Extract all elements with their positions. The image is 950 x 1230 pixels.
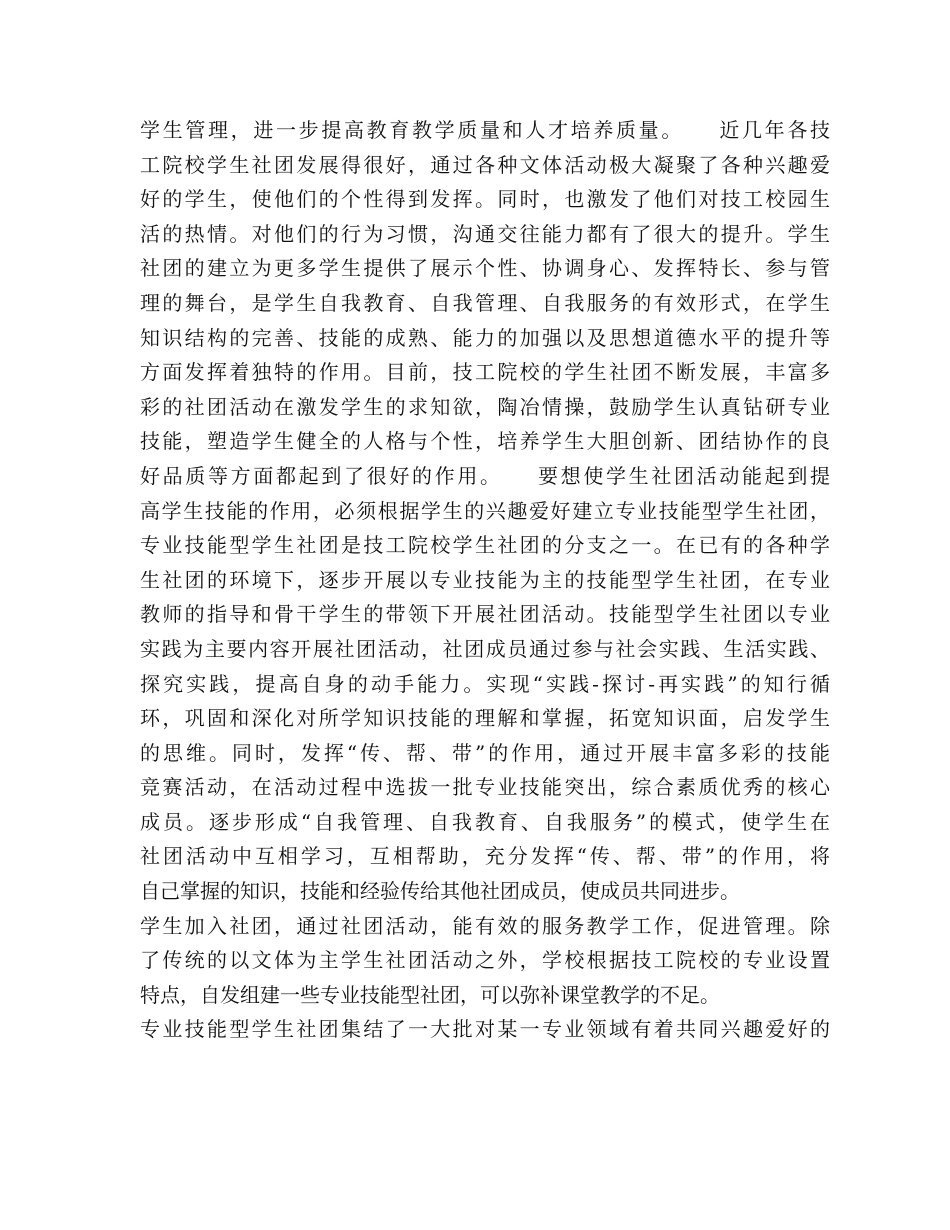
text-line: 好的学生，使他们的个性得到发挥。同时，也激发了他们对技工校园生 [140, 187, 830, 212]
text-line: 竞赛活动，在活动过程中选拔一批专业技能突出，综合素质优秀的核心 [140, 775, 830, 800]
text-line: 环，巩固和深化对所学知识技能的理解和掌握，拓宽知识面，启发学生 [140, 706, 830, 731]
text-line: 学生管理，进一步提高教育教学质量和人才培养质量。 近几年各技 [140, 118, 830, 142]
text-line: 教师的指导和骨干学生的带领下开展社团活动。技能型学生社团以专业 [140, 602, 830, 627]
text-line: 知识结构的完善、技能的成熟、能力的加强以及思想道德水平的提升等 [140, 325, 830, 350]
text-line: 的思维。同时，发挥“传、帮、带”的作用，通过开展丰富多彩的技能 [140, 740, 830, 765]
text-line: 了传统的以文体为主学生社团活动之外，学校根据技工院校的专业设置 [140, 948, 830, 973]
text-line: 专业技能型学生社团集结了一大批对某一专业领域有着共同兴趣爱好的 [140, 1017, 830, 1042]
text-line: 技能，塑造学生健全的人格与个性，培养学生大胆创新、团结协作的良 [140, 429, 830, 454]
body-text [140, 113, 830, 1047]
text-line: 工院校学生社团发展得很好，通过各种文体活动极大凝聚了各种兴趣爱 [140, 152, 830, 177]
text-line: 成员。逐步形成“自我管理、自我教育、自我服务”的模式，使学生在 [140, 809, 830, 834]
text-line: 特点，自发组建一些专业技能型社团，可以弥补课堂教学的不足。 [140, 982, 720, 1007]
text-line: 社团活动中互相学习，互相帮助，充分发挥“传、帮、带”的作用，将 [140, 844, 830, 869]
text-line: 理的舞台，是学生自我教育、自我管理、自我服务的有效形式，在学生 [140, 290, 830, 315]
text-line: 社团的建立为更多学生提供了展示个性、协调身心、发挥特长、参与管 [140, 256, 830, 281]
text-line: 自己掌握的知识，技能和经验传给其他社团成员，使成员共同进步。 [140, 879, 740, 904]
text-line: 方面发挥着独特的作用。目前，技工院校的学生社团不断发展，丰富多 [140, 360, 830, 385]
text-line: 实践为主要内容开展社团活动，社团成员通过参与社会实践、生活实践、 [140, 636, 830, 661]
text-line: 探究实践，提高自身的动手能力。实现“实践-探讨-再实践”的知行循 [140, 671, 830, 696]
text-line: 专业技能型学生社团是技工院校学生社团的分支之一。在已有的各种学 [140, 533, 830, 558]
text-line: 活的热情。对他们的行为习惯，沟通交往能力都有了很大的提升。学生 [140, 221, 830, 246]
text-line: 学生加入社团，通过社团活动，能有效的服务教学工作，促进管理。除 [140, 913, 830, 938]
text-line: 好品质等方面都起到了很好的作用。 要想使学生社团活动能起到提 [140, 463, 830, 488]
text-line: 彩的社团活动在激发学生的求知欲，陶冶情操，鼓励学生认真钻研专业 [140, 394, 830, 419]
text-line: 生社团的环境下，逐步开展以专业技能为主的技能型学生社团，在专业 [140, 567, 830, 592]
text-line: 高学生技能的作用，必须根据学生的兴趣爱好建立专业技能型学生社团， [140, 498, 830, 523]
